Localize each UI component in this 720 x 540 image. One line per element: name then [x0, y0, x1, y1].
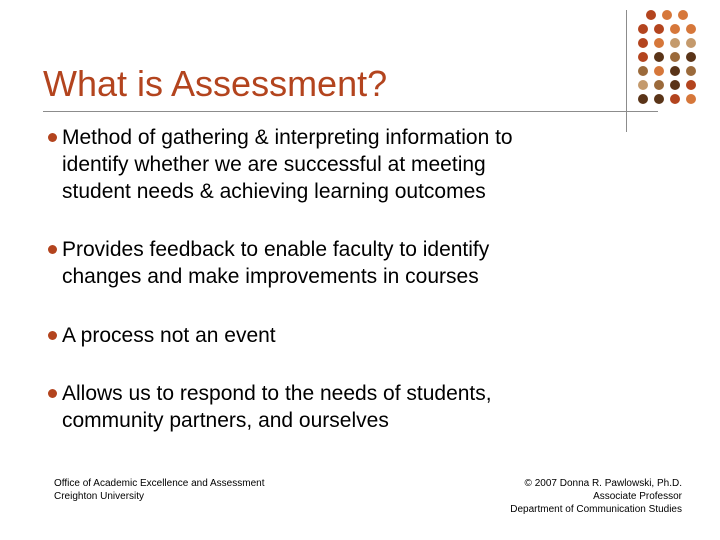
decorative-dot — [670, 38, 680, 48]
bullet-line: Allows us to respond to the needs of students, — [62, 382, 492, 405]
decorative-dot — [638, 38, 648, 48]
footer-copyright: © 2007 Donna R. Pawlowski, Ph.D. — [524, 478, 682, 489]
bullet-item — [46, 236, 606, 290]
decorative-dot — [638, 52, 648, 62]
decorative-dot-grid — [638, 10, 698, 108]
decorative-dot — [662, 10, 672, 20]
decorative-dot — [670, 24, 680, 34]
bullet-line: Provides feedback to enable faculty to identify — [62, 238, 490, 261]
footer-right — [510, 477, 682, 516]
decorative-dot — [678, 10, 688, 20]
bullet-item — [46, 322, 606, 349]
decorative-dot — [654, 38, 664, 48]
decorative-dot — [654, 52, 664, 62]
bullet-item — [46, 380, 606, 434]
decorative-dot — [654, 94, 664, 104]
footer-office: Office of Academic Excellence and Assessment — [54, 478, 265, 489]
decorative-dot — [646, 10, 656, 20]
bullet-line: changes and make improvements in courses — [62, 265, 479, 288]
decorative-dot — [638, 80, 648, 90]
decorative-dot — [638, 94, 648, 104]
footer-left — [54, 477, 264, 503]
decorative-dot — [670, 80, 680, 90]
decorative-dot — [686, 38, 696, 48]
decorative-dot — [670, 66, 680, 76]
decorative-dot — [654, 24, 664, 34]
bullet-line: community partners, and ourselves — [62, 409, 389, 432]
bullet-dot-icon — [48, 331, 57, 340]
bullet-line: student needs & achieving learning outcomes — [62, 180, 486, 203]
decorative-dot — [686, 52, 696, 62]
footer-department: Department of Communication Studies — [510, 504, 682, 515]
decorative-dot — [686, 94, 696, 104]
decorative-dot — [686, 66, 696, 76]
decorative-dot — [654, 66, 664, 76]
footer-university: Creighton University — [54, 491, 145, 502]
decorative-dot — [670, 52, 680, 62]
bullet-line: Method of gathering & interpreting information to — [62, 126, 513, 149]
bullet-dot-icon — [48, 245, 57, 254]
footer-position: Associate Professor — [593, 491, 682, 502]
bullet-dot-icon — [48, 389, 57, 398]
decorative-dot — [686, 80, 696, 90]
bullet-line: identify whether we are successful at meeting — [62, 153, 486, 176]
bullet-line: A process not an event — [62, 324, 276, 347]
decorative-dot — [638, 66, 648, 76]
bullet-item — [46, 124, 606, 205]
decorative-dot — [654, 80, 664, 90]
slide-title: What is Assessment? — [43, 63, 388, 104]
decorative-dot — [686, 24, 696, 34]
bullet-dot-icon — [48, 133, 57, 142]
title-underline — [43, 111, 658, 112]
vertical-divider — [626, 10, 627, 132]
decorative-dot — [670, 94, 680, 104]
decorative-dot — [638, 24, 648, 34]
